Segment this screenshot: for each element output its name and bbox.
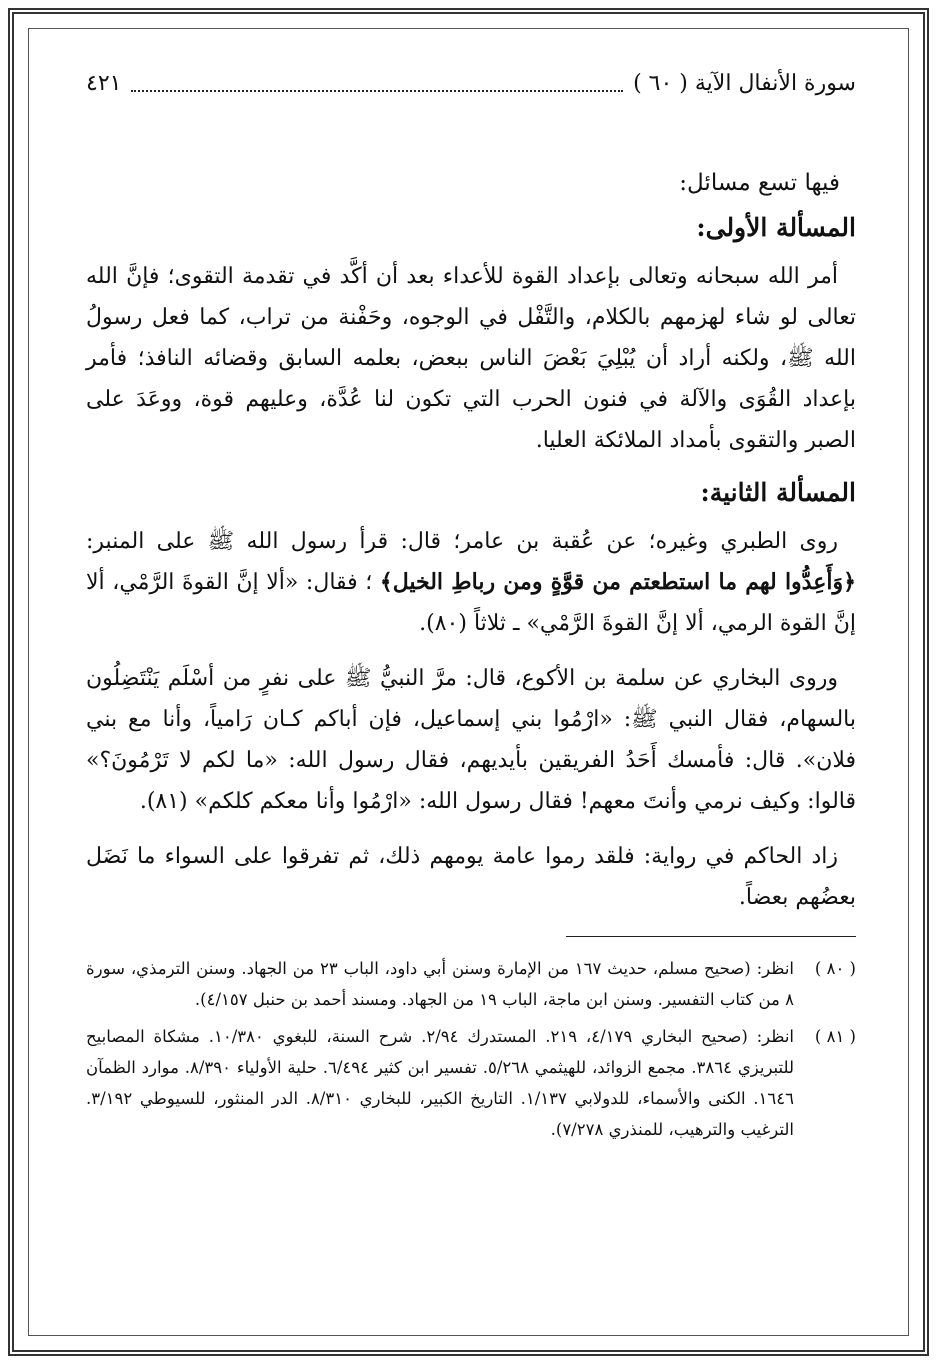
- quran-verse: ﴿وَأَعِدُّوا لهم ما استطعتم من قوَّةٍ ومن رباطِ الخيل﴾: [379, 569, 856, 595]
- section-1-paragraph: أمر الله سبحانه وتعالى بإعداد القوة للأعداء بعد أن أكَّد في تقدمة التقوى؛ فإنَّ الله تعالى لو شاء لهزمهم بالكلام، والتَّفْل في الوجوه، وحَفْنة من تراب، كما فعل رسولُ الله ﷺ، ولكنه أراد أن يُبْلِيَ بَعْضَ الناس ببعض، بعلمه السابق وقضائه النافذ؛ فأمر بإعداد القُوَى والآلة في فنون الحرب التي تكون لنا عُدَّة، وعليهم قوة، ووعَدَ على الصبر والتقوى بأمداد الملائكة العليا.: [86, 264, 857, 453]
- paragraph-text: ؛ فقال: «ألا إنَّ القوةَ الرَّمْي، ألا إنَّ القوة الرمي، ألا إنَّ القوةَ الرَّمْي» ـ ثلاثاً (٨٠).: [86, 570, 856, 636]
- footnote: [86, 1021, 856, 1145]
- page: [86, 64, 856, 1324]
- intro-line: فيها تسع مسائل:: [679, 170, 840, 196]
- section-heading-2: المسألة الثانية:: [700, 478, 856, 507]
- footnote-number: ( ٨٠ ): [814, 959, 856, 978]
- running-head-title: سورة الأنفال الآية ( ٦٠ ): [633, 71, 856, 96]
- running-head-leader-dots: [131, 76, 623, 92]
- footnote-text: انظر: (صحيح مسلم، حديث ١٦٧ من الإمارة وسنن أبي داود، الباب ٢٣ من الجهاد. وسنن الترمذي، سورة ٨ من كتاب التفسير. وسنن ابن ماجة، الباب ١٩ من الجهاد. ومسند أحمد بن حنبل ٤/١٥٧).: [86, 959, 794, 1009]
- section-2-paragraph-2: وروى البخاري عن سلمة بن الأكوع، قال: مرَّ النبيُّ ﷺ على نفرٍ من أسْلَم يَنْتَضِلُون بالسهام، فقال النبي ﷺ: «ارْمُوا بني إسماعيل، فإن أباكم كـان رَامياً، وأنا مع بني فلان». قال: فأمسك أَحَدُ الفريقين بأيديهم، فقال رسول الله: «ما لكم لا تَرْمُونَ؟» قالوا: وكيف نرمي وأنتَ معهم! فقال رسول الله: «ارْمُوا وأنا معكم كلكم» (٨١).: [86, 666, 856, 814]
- running-head: [86, 64, 856, 104]
- footnote-separator: [566, 936, 856, 937]
- section-2-paragraph-3: زاد الحاكم في رواية: فلقد رموا عامة يومهم ذلك، ثم تفرقوا على السواء ما نَضَل بعضُهم بعضاً.: [86, 844, 856, 910]
- section-2-paragraph-1: [86, 521, 856, 644]
- footnote: [86, 953, 856, 1015]
- footnote-text: انظر: (صحيح البخاري ٤/١٧٩، ٢١٩. المستدرك ٢/٩٤. شرح السنة، للبغوي ١٠/٣٨٠. مشكاة المصابيح للتبريزي ٣٨٦٤. مجمع الزوائد، للهيثمي ٥/٢٦٨. تفسير ابن كثير ٦/٤٩٤. حلية الأولياء ٨/٣٩٠. موارد الظمآن ١٦٤٦. الكنى والأسماء، للدولابي ١/١٣٧. التاريخ الكبير، للبخاري ٨/٣١٠. الدر المنثور، للسيوطي ٣/١٩٢. الترغيب والترهيب، للمنذري ٧/٢٧٨).: [86, 1027, 794, 1139]
- footnote-number: ( ٨١ ): [814, 1027, 856, 1046]
- page-number: ٤٢١: [86, 71, 122, 96]
- footnotes: [86, 953, 856, 1145]
- paragraph-text: روى الطبري وغيره؛ عن عُقبة بن عامر؛ قال: قرأ رسول الله ﷺ على المنبر:: [86, 529, 838, 554]
- main-text: [86, 164, 856, 918]
- section-heading-1: المسألة الأولى:: [696, 213, 856, 242]
